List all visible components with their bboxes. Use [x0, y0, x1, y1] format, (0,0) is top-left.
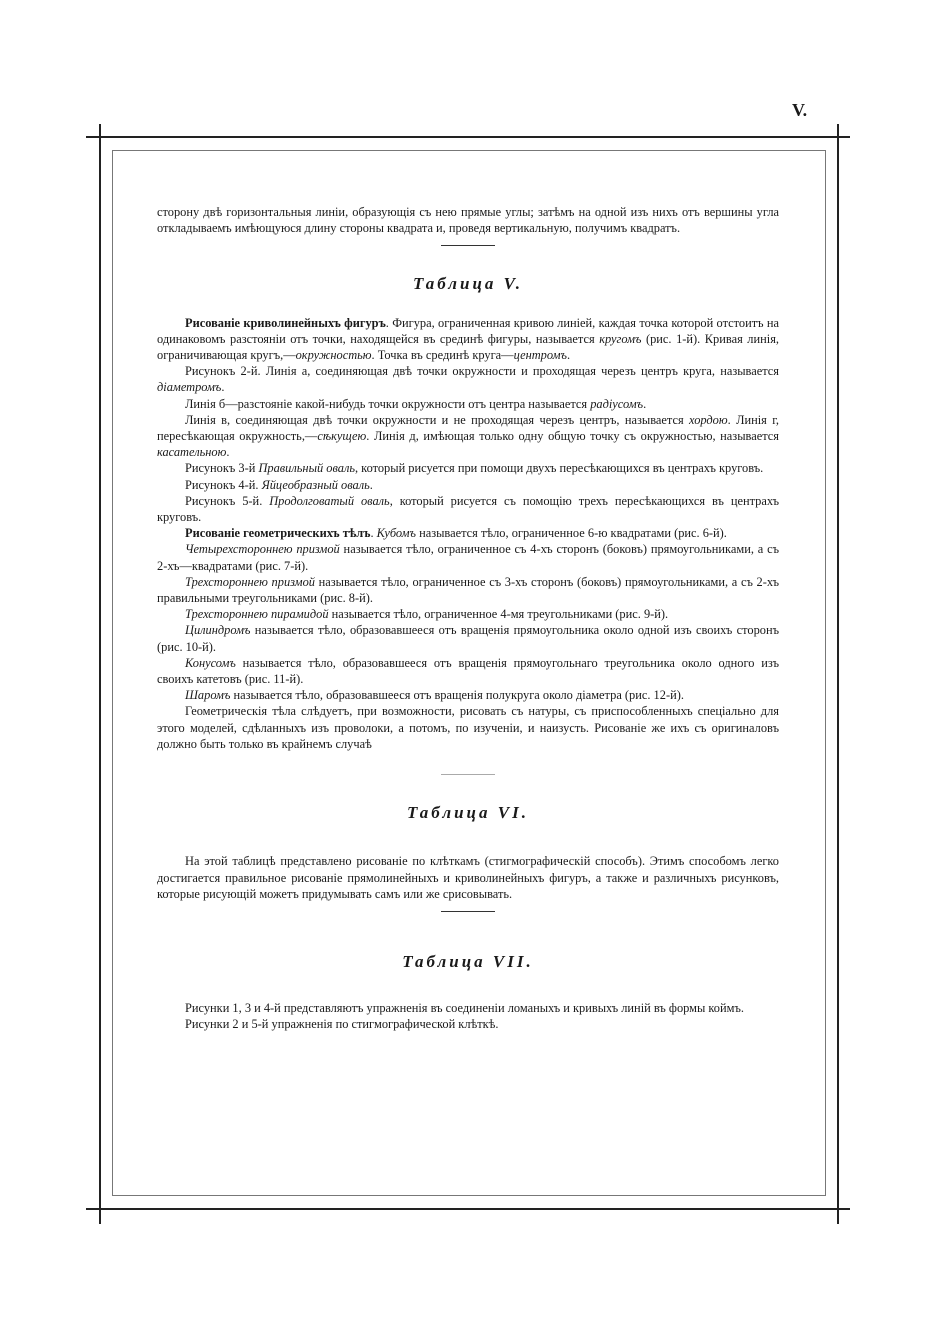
- section-separator: [441, 245, 495, 246]
- term: Продолговатый оваль: [269, 493, 390, 508]
- term: Кубомъ: [376, 526, 416, 541]
- term: центромъ: [513, 348, 567, 363]
- frame-bottom-rule: [86, 1208, 850, 1210]
- term: Трехстороннею пирамидой: [185, 607, 329, 622]
- term: Шаромъ: [185, 688, 231, 703]
- table-v-paragraph-10: Трехстороннею призмой называется тѣло, ограниченное съ 3-хъ сторонъ (боковъ) прямоугольниками, а съ 2-хъ правильными треугольниками (рис. 8-й).: [157, 574, 779, 606]
- frame-top-inner-rule: [112, 150, 826, 151]
- table-vii-paragraph-1: Рисунки 1, 3 и 4-й представляютъ упражненія въ соединеніи ломаныхъ и кривыхъ линій въ формы коймъ.: [185, 1001, 744, 1016]
- term: сѣкущею: [317, 429, 367, 444]
- term: хордою: [689, 412, 728, 427]
- section-separator: [441, 774, 495, 775]
- term: Цилиндромъ: [185, 623, 251, 638]
- section-separator: [441, 911, 495, 912]
- term: діаметромъ: [157, 380, 222, 395]
- term: радіусомъ: [590, 396, 644, 411]
- page-number: V.: [792, 100, 808, 120]
- intro-paragraph: сторону двѣ горизонтальныя линіи, образующія съ нею прямые углы; затѣмъ на одной изъ нихъ отъ вершины угла откладываемъ имѣющуюся длину стороны квадрата и, проведя вертикальную, получимъ квадратъ.: [157, 205, 779, 236]
- table-v-paragraph-11: Трехстороннею пирамидой называется тѣло, ограниченное 4-мя треугольниками (рис. 9-й).: [185, 607, 669, 622]
- term: Правильный оваль: [258, 461, 355, 476]
- frame-left-rule: [99, 124, 101, 1224]
- table-v-paragraph-2: Рисунокъ 2-й. Линія а, соединяющая двѣ точки окружности и проходящая черезъ центръ круга, называется діаметромъ.: [157, 364, 779, 395]
- term: Яйцеобразный оваль: [261, 477, 370, 492]
- term: окружностью: [295, 348, 372, 363]
- table-v-paragraph-13: Конусомъ называется тѣло, образовавшееся отъ вращенія прямоугольнаго треугольника около одного изъ своихъ катетовъ (рис. 11-й).: [157, 655, 779, 687]
- page-content: [157, 204, 779, 1033]
- table-v-paragraph-14: Шаромъ называется тѣло, образовавшееся отъ вращенія полукруга около діаметра (рис. 12-й).: [185, 688, 684, 703]
- section-lead: Рисованіе криволинейныхъ фигуръ: [185, 315, 386, 330]
- frame-right-inner-rule: [825, 150, 826, 1195]
- table-vii-paragraph-2: Рисунки 2 и 5-й упражненія по стигмографической клѣткѣ.: [185, 1017, 499, 1032]
- term: касательною: [157, 445, 227, 460]
- table-v-paragraph-1: Рисованіе криволинейныхъ фигуръ. Фигура, ограниченная кривою линіей, каждая точка которой отстоитъ на одинаковомъ разстояніи отъ точки, находящейся въ срединѣ фигуры, называется кругомъ (рис. 1-й). Кривая линія, ограничивающая кругъ,—окружностью. Точка въ срединѣ круга—центромъ.: [157, 315, 779, 363]
- table-v-paragraph-6: Рисунокъ 4-й. Яйцеобразный оваль.: [185, 477, 373, 492]
- table-v-paragraph-15: Геометрическія тѣла слѣдуетъ, при возможности, рисовать съ натуры, съ приспособленныхъ спеціально для этого моделей, сдѣланныхъ изъ проволоки, а потомъ, по изученіи, и наизусть. Рисованіе же ихъ съ оригиналовъ должно быть только въ крайнемъ случаѣ: [157, 704, 779, 751]
- frame-left-inner-rule: [112, 150, 113, 1195]
- frame-bottom-inner-rule: [112, 1195, 826, 1196]
- table-v-paragraph-3: Линія б—разстояніе какой-нибудь точки окружности отъ центра называется радіусомъ.: [185, 396, 647, 411]
- table-v-heading: Таблица V.: [412, 274, 524, 294]
- term: кругомъ: [599, 331, 642, 346]
- table-v-paragraph-9: Четырехстороннею призмой называется тѣло, ограниченное съ 4-хъ сторонъ (боковъ) прямоугольниками, а съ 2-хъ—квадратами (рис. 7-й).: [157, 542, 779, 573]
- table-v-paragraph-8: Рисованіе геометрическихъ тѣлъ. Кубомъ называется тѣло, ограниченное 6-ю квадратами (рис. 6-й).: [185, 526, 727, 541]
- table-vi-paragraph: На этой таблицѣ представлено рисованіе по клѣткамъ (стигмографическій способъ). Этимъ способомъ легко достигается правильное рисованіе прямолинейныхъ и криволинейныхъ фигуръ, а также и различныхъ рисунковъ, которые рисующій можетъ придумывать самъ или же срисовывать.: [157, 854, 779, 901]
- table-vii-heading: Таблица VII.: [402, 951, 534, 971]
- table-vi-heading: Таблица VI.: [407, 803, 529, 823]
- term: Конусомъ: [185, 655, 236, 670]
- section-lead: Рисованіе геометрическихъ тѣлъ: [185, 526, 371, 541]
- table-v-paragraph-7: Рисунокъ 5-й. Продолговатый оваль, который рисуется съ помощію трехъ пересѣкающихся въ центрахъ круговъ.: [157, 493, 779, 525]
- table-v-paragraph-4: Линія в, соединяющая двѣ точки окружности и не проходящая черезъ центръ, называется хордою. Линія г, пересѣкающая окружность,—сѣкущею. Линія д, имѣющая только одну общую точку съ окружностью, называется касательною.: [157, 412, 779, 460]
- frame-right-rule: [837, 124, 839, 1224]
- table-v-paragraph-5: Рисунокъ 3-й Правильный оваль, который рисуется при помощи двухъ пересѣкающихся въ центрахъ круговъ.: [185, 461, 764, 476]
- term: Трехстороннею призмой: [185, 574, 315, 589]
- table-v-paragraph-12: Цилиндромъ называется тѣло, образовавшееся отъ вращенія прямоугольника около одной изъ своихъ сторонъ (рис. 10-й).: [157, 623, 779, 654]
- term: Четырехстороннею призмой: [185, 542, 340, 557]
- frame-top-rule: [86, 136, 850, 138]
